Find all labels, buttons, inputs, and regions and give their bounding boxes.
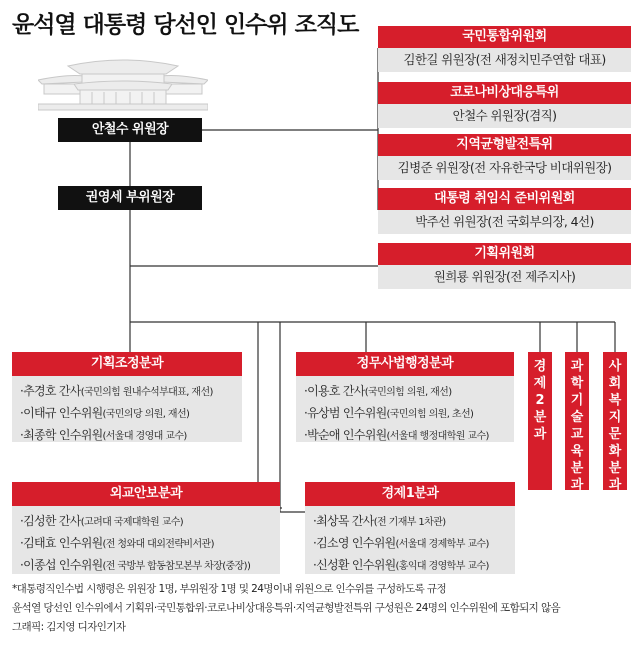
member-row: ·김태효 인수위원(전 청와대 대외전략비서관): [20, 536, 214, 550]
division-economy-2: 경 제 2 분 과: [528, 352, 552, 490]
member-row: ·박순애 인수위원(서울대 행정대학원 교수): [304, 428, 489, 442]
committee-regional-balance: [378, 134, 631, 180]
division-economy-1: [305, 482, 515, 574]
division-planning: [12, 352, 242, 442]
member-row: ·최상목 간사(전 기재부 1차관): [313, 514, 446, 528]
committee-national-unity: [378, 26, 631, 72]
footnote-rule: *대통령직인수법 시행령은 위원장 1명, 부위원장 1명 및 24명이내 위원으로 인수위를 구성하도록 규정: [12, 583, 446, 595]
member-row: ·이종섭 인수위원(전 국방부 합동참모본부 차장(중장)): [20, 558, 251, 572]
division-name: 기획조정분과: [12, 352, 242, 376]
committee-covid: [378, 82, 631, 128]
committee-name: 국민통합위원회: [378, 26, 631, 48]
committee-head: 안철수 위원장(겸직): [378, 104, 631, 128]
division-foreign-security: [12, 482, 280, 574]
page-title: 윤석열 대통령 당선인 인수위 조직도: [12, 12, 359, 38]
committee-head: 김병준 위원장(전 자유한국당 비대위원장): [378, 156, 631, 180]
member-row: ·신성환 인수위원(홍익대 경영학부 교수): [313, 558, 489, 572]
committee-head: 박주선 위원장(전 국회부의장, 4선): [378, 210, 631, 234]
footnote-exclusion: 윤석열 당선인 인수위에서 기획위·국민통합위·코로나비상대응특위·지역균형발전특위 구성원은 24명의 인수위원에 포함되지 않음: [12, 602, 561, 614]
division-politics-justice: [296, 352, 514, 442]
division-name: 경제1분과: [305, 482, 515, 506]
committee-planning: [378, 243, 631, 289]
committee-inauguration: [378, 188, 631, 234]
committee-name: 지역균형발전특위: [378, 134, 631, 156]
division-name: 외교안보분과: [12, 482, 280, 506]
division-social-welfare-culture: 사 회 복 지 문 화 분 과: [603, 352, 627, 490]
member-row: ·이태규 인수위원(국민의당 의원, 재선): [20, 406, 190, 420]
committee-name: 기획위원회: [378, 243, 631, 265]
member-row: ·추경호 간사(국민의힘 원내수석부대표, 재선): [20, 384, 213, 398]
committee-name: 대통령 취임식 준비위원회: [378, 188, 631, 210]
vice-chair-box: 권영세 부위원장: [58, 186, 202, 210]
committee-head: 김한길 위원장(전 새정치민주연합 대표): [378, 48, 631, 72]
graphic-credit: 그래픽: 김지영 디자인기자: [12, 621, 126, 633]
committee-head: 원희룡 위원장(전 제주지사): [378, 265, 631, 289]
member-row: ·김소영 인수위원(서울대 경제학부 교수): [313, 536, 489, 550]
member-row: ·유상범 인수위원(국민의힘 의원, 초선): [304, 406, 474, 420]
chair-box: 안철수 위원장: [58, 118, 202, 142]
member-row: ·이용호 간사(국민의힘 의원, 재선): [304, 384, 452, 398]
division-science-tech-education: 과 학 기 술 교 육 분 과: [565, 352, 589, 490]
committee-name: 코로나비상대응특위: [378, 82, 631, 104]
member-row: ·최종학 인수위원(서울대 경영대 교수): [20, 428, 187, 442]
member-row: ·김성한 간사(고려대 국제대학원 교수): [20, 514, 184, 528]
division-name: 정무사법행정분과: [296, 352, 514, 376]
footnotes: [12, 580, 560, 637]
